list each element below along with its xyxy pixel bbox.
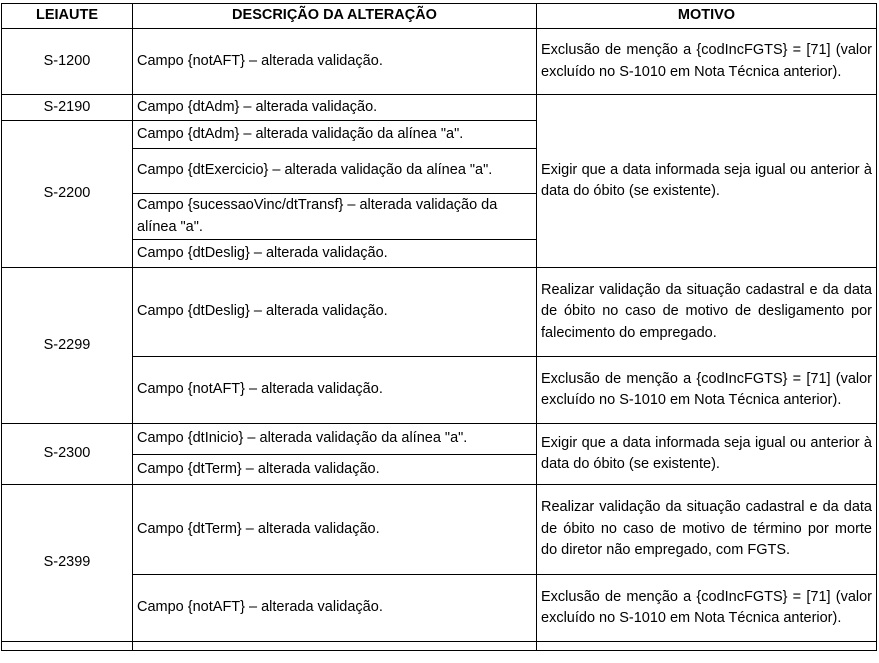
leiaute-cell: S-2299 [2,268,133,424]
motivo-cell: Realizar validação da situação cadastral e da data de óbito no caso de motivo de desligamento por falecimento do empregado. [537,268,877,357]
table-row-continuation [2,642,877,651]
motivo-cell: Exclusão de menção a {codIncFGTS} = [71] (valor excluído no S-1010 em Nota Técnica anterior). [537,575,877,642]
leiaute-cell: S-2200 [2,121,133,268]
descricao-cell: Campo {dtInicio} – alterada validação da alínea "a". [133,424,537,455]
table-row [2,357,877,424]
table-row [2,95,877,121]
motivo-cell: Exigir que a data informada seja igual ou anterior à data do óbito (se existente). [537,424,877,485]
motivo-cell: Exclusão de menção a {codIncFGTS} = [71] (valor excluído no S-1010 em Nota Técnica anterior). [537,357,877,424]
header-row [2,4,877,29]
header-motivo: MOTIVO [537,4,877,29]
descricao-cell: Campo {dtAdm} – alterada validação. [133,95,537,121]
header-leiaute: LEIAUTE [2,4,133,29]
descricao-cell: Campo {dtTerm} – alterada validação. [133,485,537,575]
leiaute-cell: S-2190 [2,95,133,121]
table-row [2,29,877,95]
descricao-cell: Campo {dtDeslig} – alterada validação. [133,240,537,268]
descricao-cell: Campo {notAFT} – alterada validação. [133,575,537,642]
leiaute-cell: S-2300 [2,424,133,485]
table-row [2,268,877,357]
header-descricao: DESCRIÇÃO DA ALTERAÇÃO [133,4,537,29]
table-row [2,575,877,642]
alteracoes-table [1,3,877,651]
motivo-cell: Exclusão de menção a {codIncFGTS} = [71] (valor excluído no S-1010 em Nota Técnica anterior). [537,29,877,95]
descricao-cell: Campo {dtTerm} – alterada validação. [133,455,537,485]
descricao-cell: Campo {notAFT} – alterada validação. [133,29,537,95]
descricao-cell: Campo {sucessaoVinc/dtTransf} – alterada validação da alínea "a". [133,194,537,240]
motivo-cell: Exigir que a data informada seja igual ou anterior à data do óbito (se existente). [537,95,877,268]
descricao-cell: Campo {notAFT} – alterada validação. [133,357,537,424]
descricao-cell: Campo {dtAdm} – alterada validação da alínea "a". [133,121,537,149]
table-row [2,424,877,455]
leiaute-cell: S-2399 [2,485,133,642]
leiaute-cell: S-1200 [2,29,133,95]
table-row [2,485,877,575]
descricao-cell: Campo {dtDeslig} – alterada validação. [133,268,537,357]
motivo-cell: Realizar validação da situação cadastral e da data de óbito no caso de motivo de término por morte do diretor não empregado, com FGTS. [537,485,877,575]
descricao-cell: Campo {dtExercicio} – alterada validação da alínea "a". [133,149,537,194]
